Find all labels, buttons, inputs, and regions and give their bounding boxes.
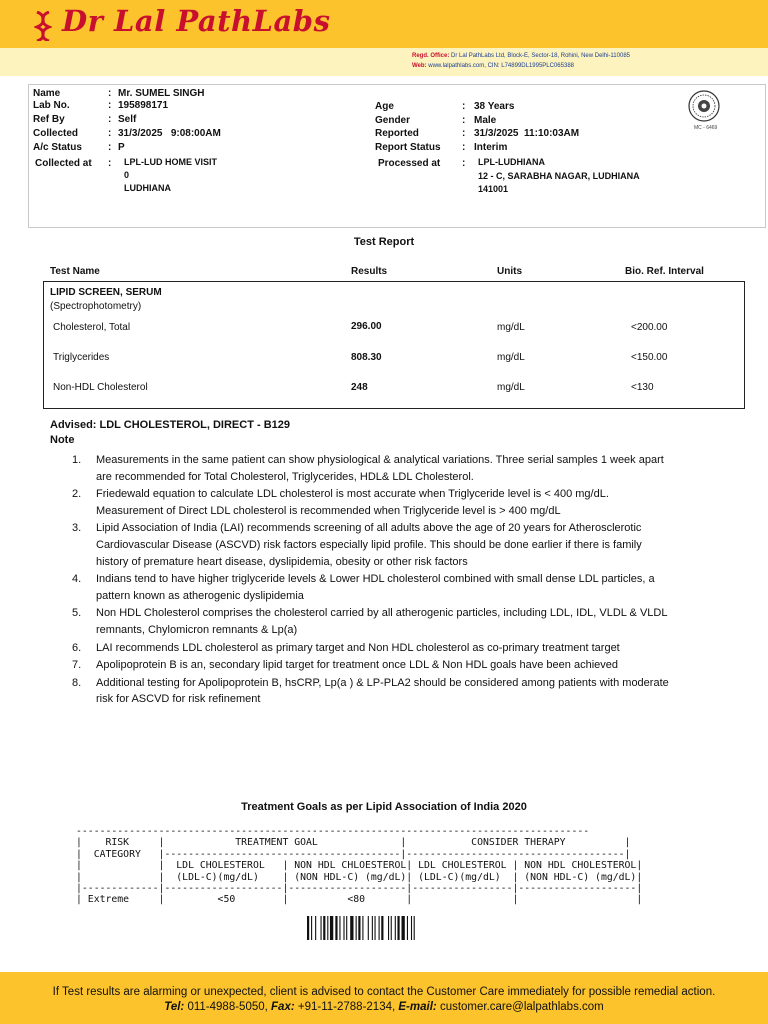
report-status-value: Interim xyxy=(474,142,508,153)
refby-label: Ref By xyxy=(33,114,65,125)
registered-office: Regd. Office: Dr Lal PathLabs Ltd, Block-E, Sector-18, Rohini, New Delhi-110085 xyxy=(412,53,630,59)
labno-value: 195898171 xyxy=(118,100,169,111)
note-item: 5. Non HDL Cholesterol comprises the cholesterol carried by all atherogenic particles, including LDL, IDL, VLDL & VLDL remnants, Chylomicron remnants & Lp(a) xyxy=(72,607,668,636)
colon: : xyxy=(108,100,112,111)
reported-label: Reported xyxy=(375,128,419,139)
colon: : xyxy=(108,88,112,99)
goals-title: Treatment Goals as per Lipid Association of India 2020 xyxy=(241,801,527,813)
footer-contacts: Tel: 011-4988-5050, Fax: +91-11-2788-2134, E-mail: customer.care@lalpathlabs.com xyxy=(164,1001,604,1013)
col-results: Results xyxy=(351,266,388,277)
note-item: 7. Apolipoprotein B is an, secondary lipid target for treatment once LDL & Non HDL goals have been achieved xyxy=(72,659,618,672)
ac-status-label: A/c Status xyxy=(33,142,82,153)
report-title: Test Report xyxy=(353,236,415,248)
test-result: 248 xyxy=(351,382,368,393)
panel-name: LIPID SCREEN, SERUM xyxy=(50,287,162,298)
test-result: 808.30 xyxy=(351,352,382,363)
test-ref: <200.00 xyxy=(631,322,668,333)
test-name: Cholesterol, Total xyxy=(53,322,131,333)
footer-advisory: If Test results are alarming or unexpected, client is advised to contact the Customer Care immediately for possible remedial action. xyxy=(52,986,716,998)
collected-at-line1: LPL-LUD HOME VISIT xyxy=(124,157,217,167)
panel-method: (Spectrophotometry) xyxy=(50,301,142,312)
test-unit: mg/dL xyxy=(497,322,525,333)
report-status-label: Report Status xyxy=(375,142,441,153)
col-units: Units xyxy=(497,266,522,277)
brand-name: Dr Lal PathLabs xyxy=(62,4,331,38)
note-item: 1. Measurements in the same patient can show physiological & analytical variations. Three serial samples 1 week apart are recommended for Total Cholesterol, Triglycerides, HDL& LDL Cholesterol. xyxy=(72,454,664,483)
test-unit: mg/dL xyxy=(497,382,525,393)
collected-at-label: Collected at xyxy=(35,158,92,169)
notes-list xyxy=(72,452,676,709)
advised-test: Advised: LDL CHOLESTEROL, DIRECT - B129 xyxy=(50,419,290,431)
accreditation-seal-icon xyxy=(686,90,722,128)
colon: : xyxy=(108,128,112,139)
treatment-goals-table: --------------------------------------------------------------------------------------- | RISK | TREATMENT GOAL | CONSIDER THERAPY | | CATEGORY |----------------------------------------|-------------------------------------| | | LDL CHOLESTEROL | NON HDL CHLOESTEROL| LDL CHOLESTEROL | NON HDL CHOLESTEROL| | | (LDL-C)(mg/dL) | (NON HDL-C) (mg/dL)| (LDL-C)(mg/dL) | (NON HDL-C) (mg/dL)| |-------------|--------------------|--------------------|-----------------|--------------------| | Extreme | <50 | <80 | | | xyxy=(76,826,643,906)
barcode xyxy=(307,916,457,940)
ac-status-value: P xyxy=(118,142,125,153)
collected-at-line2: 0 xyxy=(124,170,130,180)
colon: : xyxy=(108,142,112,153)
col-ref-interval: Bio. Ref. Interval xyxy=(625,266,704,277)
test-name: Triglycerides xyxy=(53,352,110,363)
collected-label: Collected xyxy=(33,128,79,139)
test-name: Non-HDL Cholesterol xyxy=(53,382,148,393)
processed-at-label: Processed at xyxy=(378,158,441,169)
name-label: Name xyxy=(33,88,61,99)
registration-band xyxy=(0,48,768,76)
note-item: 3. Lipid Association of India (LAI) recommends screening of all adults above the age of 20 years for Atherosclerotic Cardiovascular Disease (ASCVD) risk factors especially lipid profile. This should be done earlier if there is family history of premature heart disease, dyslipidemia, obesity or other risk factors xyxy=(72,522,642,568)
note-item: 4. Indians tend to have higher triglyceride levels & Lower HDL cholesterol combined with small dense LDL particles, a pattern known as atherogenic dyslipidemia xyxy=(72,573,655,602)
seal-caption: MC - 6469 xyxy=(694,125,718,131)
gender-label: Gender xyxy=(375,115,411,126)
note-heading: Note xyxy=(50,434,75,446)
footer-band xyxy=(0,972,768,1024)
name-value: Mr. SUMEL SINGH xyxy=(118,88,205,99)
test-ref: <130 xyxy=(631,382,654,393)
colon: : xyxy=(462,115,466,126)
test-ref: <150.00 xyxy=(631,352,668,363)
col-test-name: Test Name xyxy=(50,266,100,277)
age-label: Age xyxy=(375,101,394,112)
processed-at-line1: LPL-LUDHIANA xyxy=(478,157,545,167)
colon: : xyxy=(108,114,112,125)
reported-value: 31/3/2025 11:10:03AM xyxy=(474,128,580,139)
refby-value: Self xyxy=(118,114,137,125)
note-item: 8. Additional testing for Apolipoprotein B, hsCRP, Lp(a ) & LP-PLA2 should be considered among patients with moderate risk for ASCVD for risk refinement xyxy=(72,676,669,706)
processed-at-line2: 12 - C, SARABHA NAGAR, LUDHIANA xyxy=(478,171,640,181)
labno-label: Lab No. xyxy=(33,100,70,111)
test-unit: mg/dL xyxy=(497,352,525,363)
website-cin: Web: www.lalpathlabs.com, CIN: L74899DL1995PLC065388 xyxy=(412,63,574,69)
colon: : xyxy=(462,158,466,169)
collected-value: 31/3/2025 9:08:00AM xyxy=(118,128,221,139)
dna-logo-icon xyxy=(34,11,52,41)
colon: : xyxy=(462,101,466,112)
note-item: 2. Friedewald equation to calculate LDL cholesterol is most accurate when Triglyceride level is < 400 mg/dL. Measurement of Direct LDL cholesterol is recommended when Triglyceride level is > 400 mg/dL xyxy=(72,488,609,517)
collected-at-line3: LUDHIANA xyxy=(124,183,171,193)
age-value: 38 Years xyxy=(474,101,515,112)
gender-value: Male xyxy=(474,115,497,126)
colon: : xyxy=(462,142,466,153)
colon: : xyxy=(108,158,112,169)
note-item: 6. LAI recommends LDL cholesterol as primary target and Non HDL cholesterol as co-primary treatment target xyxy=(72,641,620,654)
processed-at-line3: 141001 xyxy=(478,184,509,194)
colon: : xyxy=(462,128,466,139)
test-result: 296.00 xyxy=(351,321,382,332)
